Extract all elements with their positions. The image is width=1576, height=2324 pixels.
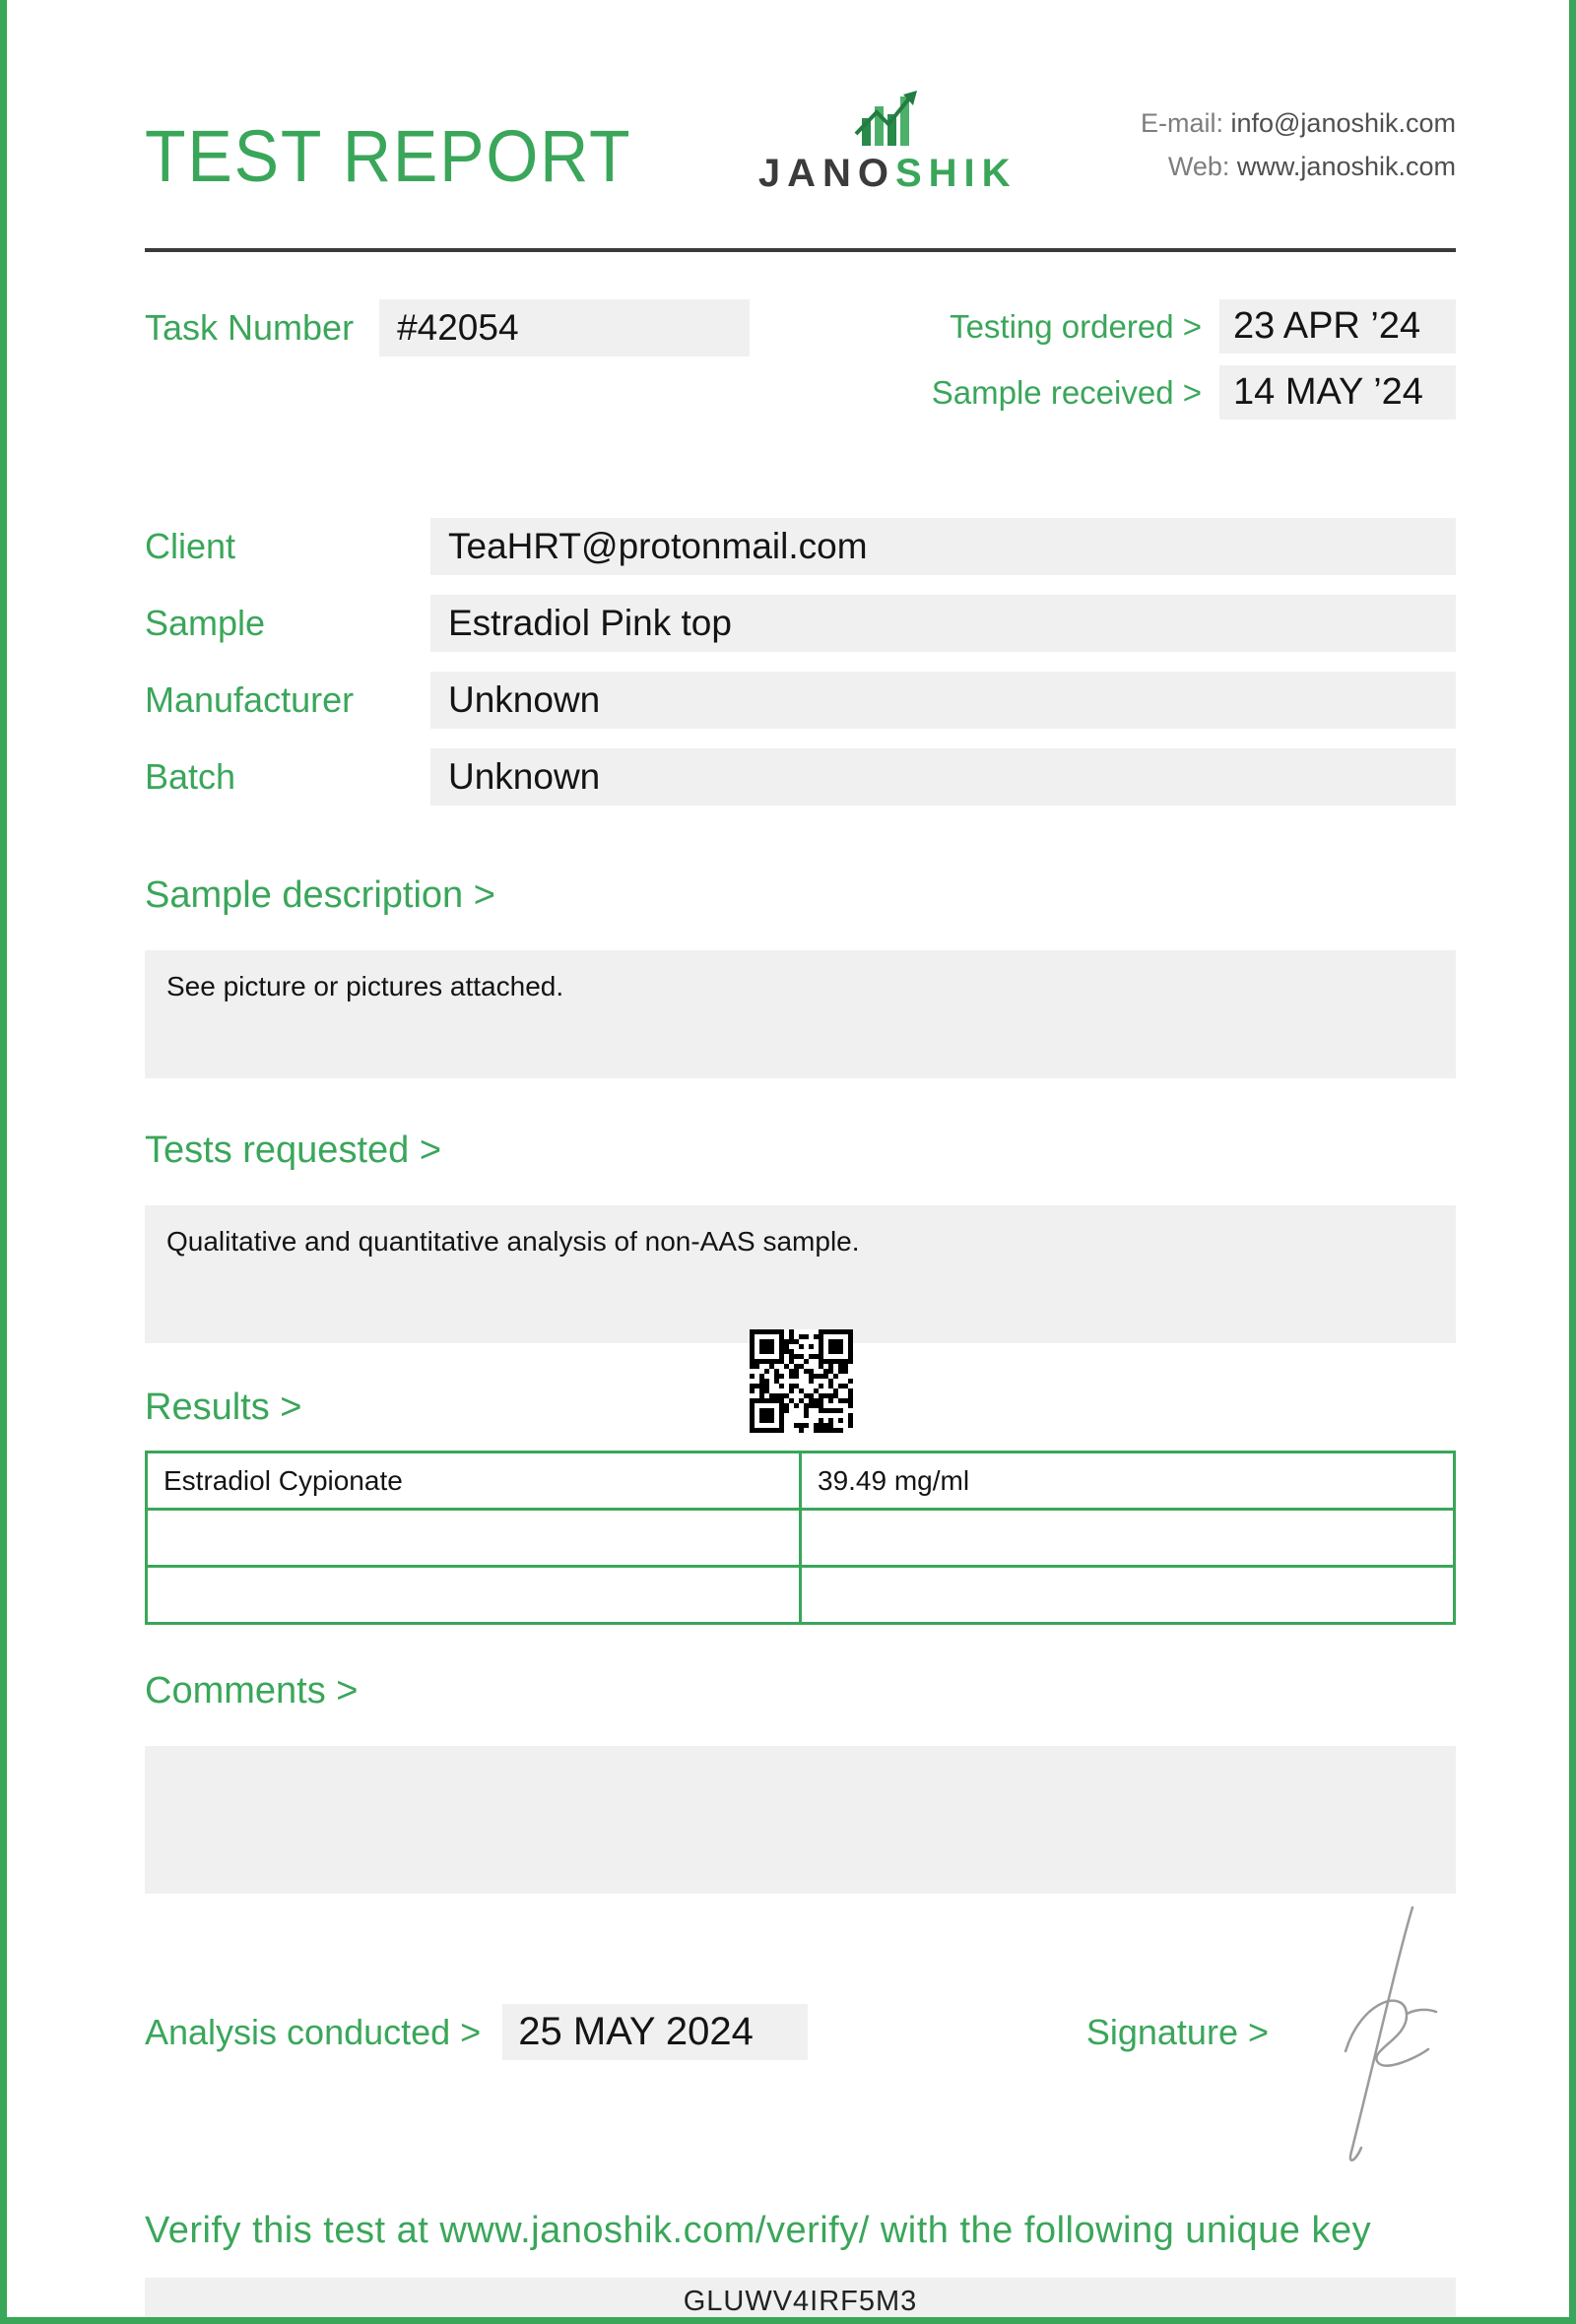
report-header	[145, 87, 1456, 197]
manufacturer-label: Manufacturer	[145, 679, 355, 720]
batch-label: Batch	[145, 756, 236, 797]
web-value: www.janoshik.com	[1236, 152, 1456, 182]
contact-web-row	[1101, 145, 1456, 189]
contact-info	[1101, 101, 1456, 193]
signature-label: Signature >	[1085, 2011, 1269, 2052]
tests-requested-section	[145, 1130, 1456, 1343]
chart-logo-icon	[846, 87, 929, 150]
qr-code	[750, 1329, 853, 1433]
sample-value: Estradiol Pink top	[430, 595, 1456, 652]
result-row-empty	[147, 1567, 1455, 1624]
results-heading: Results >	[145, 1387, 302, 1428]
sample-received-row	[894, 365, 1456, 420]
result-substance-empty	[147, 1567, 801, 1624]
logo-text-jano: JANO	[757, 152, 895, 195]
sample-label: Sample	[145, 603, 266, 643]
manufacturer-value: Unknown	[430, 672, 1456, 729]
detail-row-batch	[145, 748, 1456, 806]
meta-section	[145, 299, 1456, 420]
analysis-conducted-value: 25 MAY 2024	[502, 2004, 808, 2060]
sample-received-value: 14 MAY ’24	[1219, 365, 1456, 420]
detail-row-sample	[145, 595, 1456, 652]
sample-description-section	[145, 874, 1456, 1078]
contact-email-row	[1101, 101, 1456, 146]
verify-key: GLUWV4IRF5M3	[145, 2278, 1456, 2324]
tests-requested-heading: Tests requested >	[145, 1130, 442, 1171]
sample-received-label: Sample received >	[931, 373, 1202, 411]
janoshik-logo	[674, 87, 1101, 193]
tests-requested-box: Qualitative and quantitative analysis of non-AAS sample.	[145, 1205, 1456, 1343]
testing-ordered-label: Testing ordered >	[950, 307, 1202, 345]
logo-text	[758, 154, 1018, 193]
task-number-label: Task Number	[145, 307, 355, 348]
result-substance-empty	[147, 1510, 801, 1567]
detail-row-client	[145, 518, 1456, 575]
analysis-conducted-label: Analysis conducted >	[145, 2011, 482, 2052]
sample-description-box: See picture or pictures attached.	[145, 950, 1456, 1078]
result-row-empty	[147, 1510, 1455, 1567]
result-row	[147, 1452, 1455, 1510]
result-concentration-empty	[801, 1510, 1455, 1567]
testing-ordered-row	[894, 299, 1456, 354]
email-label: E-mail:	[1140, 107, 1223, 138]
page-title: TEST REPORT	[145, 115, 632, 197]
logo-text-shik: SHIK	[894, 152, 1018, 195]
testing-ordered-value: 23 APR ’24	[1219, 299, 1456, 354]
header-divider	[145, 248, 1456, 252]
result-concentration: 39.49 mg/ml	[801, 1452, 1455, 1510]
client-label: Client	[145, 526, 236, 566]
analysis-signature-row	[145, 2004, 1456, 2060]
result-substance: Estradiol Cypionate	[147, 1452, 801, 1510]
dates-block	[894, 299, 1456, 420]
task-number-row	[145, 299, 750, 356]
results-section	[145, 1387, 1456, 1625]
batch-value: Unknown	[430, 748, 1456, 806]
task-number-value: #42054	[379, 299, 750, 356]
result-concentration-empty	[801, 1567, 1455, 1624]
comments-box	[145, 1746, 1456, 1894]
comments-heading: Comments >	[145, 1670, 359, 1711]
email-value: info@janoshik.com	[1230, 107, 1456, 138]
signature	[1288, 1894, 1466, 2179]
client-value: TeaHRT@protonmail.com	[430, 518, 1456, 575]
results-table	[145, 1451, 1456, 1625]
details-section	[145, 518, 1456, 806]
comments-section	[145, 1670, 1456, 1894]
web-label: Web:	[1167, 152, 1230, 182]
verify-text: Verify this test at www.janoshik.com/verify/ with the following unique key	[145, 2210, 1372, 2251]
sample-description-heading: Sample description >	[145, 874, 495, 916]
detail-row-manufacturer	[145, 672, 1456, 729]
